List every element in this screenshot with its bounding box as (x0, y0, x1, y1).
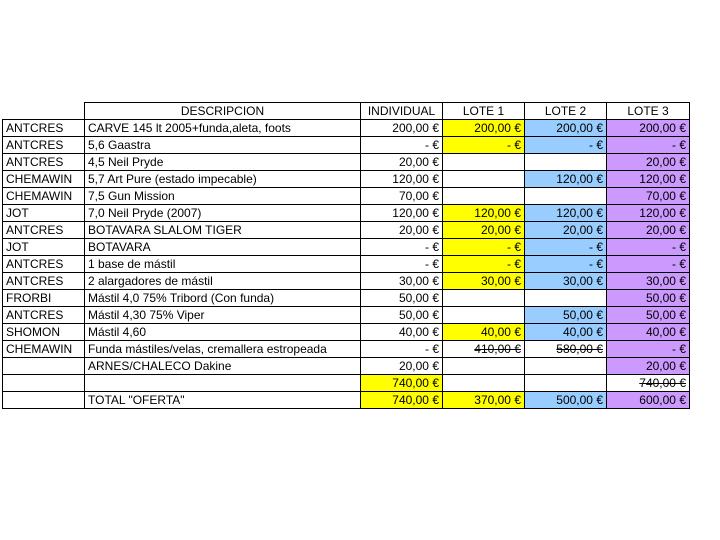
cell-description[interactable]: Funda mástiles/velas, cremallera estropeada (85, 341, 361, 358)
cell-seller[interactable] (3, 375, 85, 392)
cell-lote2[interactable] (525, 290, 607, 307)
header-row (3, 103, 690, 120)
cell-description[interactable]: 5,7 Art Pure (estado impecable) (85, 171, 361, 188)
table-row (3, 171, 690, 188)
cell-lote3[interactable]: 50,00 € (607, 307, 690, 324)
cell-individual[interactable]: - € (361, 137, 443, 154)
table-row (3, 392, 690, 409)
cell-lote1[interactable]: 120,00 € (443, 205, 525, 222)
cell-lote3[interactable]: 120,00 € (607, 205, 690, 222)
header-cell-lote3[interactable]: LOTE 3 (607, 103, 690, 120)
cell-lote1[interactable] (443, 171, 525, 188)
cell-lote3[interactable]: - € (607, 256, 690, 273)
cell-lote2[interactable]: 40,00 € (525, 324, 607, 341)
cell-description[interactable]: 7,0 Neil Pryde (2007) (85, 205, 361, 222)
cell-individual[interactable]: 40,00 € (361, 324, 443, 341)
table-row (3, 358, 690, 375)
cell-description[interactable]: BOTAVARA SLALOM TIGER (85, 222, 361, 239)
cell-lote1[interactable] (443, 154, 525, 171)
table-row (3, 222, 690, 239)
cell-seller[interactable]: CHEMAWIN (3, 341, 85, 358)
cell-description[interactable]: 2 alargadores de mástil (85, 273, 361, 290)
cell-lote2[interactable]: 120,00 € (525, 171, 607, 188)
cell-individual[interactable]: 20,00 € (361, 358, 443, 375)
cell-individual[interactable]: 740,00 € (361, 392, 443, 409)
cell-lote3[interactable]: 20,00 € (607, 154, 690, 171)
cell-individual[interactable]: 50,00 € (361, 307, 443, 324)
table-row (3, 188, 690, 205)
cell-individual[interactable]: 120,00 € (361, 205, 443, 222)
cell-seller[interactable]: CHEMAWIN (3, 188, 85, 205)
cell-seller[interactable]: ANTCRES (3, 154, 85, 171)
table-row (3, 324, 690, 341)
spreadsheet-table (2, 102, 690, 409)
cell-lote2[interactable]: 50,00 € (525, 307, 607, 324)
cell-description[interactable]: 1 base de mástil (85, 256, 361, 273)
table-row (3, 256, 690, 273)
cell-description[interactable]: Mástil 4,0 75% Tribord (Con funda) (85, 290, 361, 307)
cell-lote2[interactable] (525, 358, 607, 375)
cell-description[interactable]: ARNES/CHALECO Dakine (85, 358, 361, 375)
header-cell-individual[interactable]: INDIVIDUAL (361, 103, 443, 120)
header-cell-descripcion[interactable]: DESCRIPCION (85, 103, 361, 120)
cell-lote3[interactable]: - € (607, 239, 690, 256)
cell-lote2[interactable] (525, 154, 607, 171)
cell-lote1[interactable]: 20,00 € (443, 222, 525, 239)
cell-individual[interactable]: - € (361, 341, 443, 358)
cell-lote3[interactable]: 200,00 € (607, 120, 690, 137)
cell-lote2[interactable]: - € (525, 256, 607, 273)
spreadsheet-body (3, 103, 690, 409)
cell-lote3[interactable]: - € (607, 137, 690, 154)
cell-lote3[interactable]: 70,00 € (607, 188, 690, 205)
cell-individual[interactable]: - € (361, 256, 443, 273)
cell-seller[interactable]: ANTCRES (3, 137, 85, 154)
cell-lote2[interactable]: 30,00 € (525, 273, 607, 290)
cell-lote1[interactable] (443, 375, 525, 392)
cell-lote3[interactable]: 20,00 € (607, 222, 690, 239)
cell-individual[interactable]: 70,00 € (361, 188, 443, 205)
cell-individual[interactable]: 50,00 € (361, 290, 443, 307)
cell-lote3[interactable]: 20,00 € (607, 358, 690, 375)
cell-lote1[interactable]: 370,00 € (443, 392, 525, 409)
cell-description[interactable]: 7,5 Gun Mission (85, 188, 361, 205)
table-row (3, 273, 690, 290)
cell-description[interactable]: 4,5 Neil Pryde (85, 154, 361, 171)
cell-seller[interactable]: ANTCRES (3, 120, 85, 137)
cell-lote3[interactable]: 50,00 € (607, 290, 690, 307)
cell-lote1[interactable] (443, 358, 525, 375)
cell-seller[interactable]: FRORBI (3, 290, 85, 307)
cell-lote3[interactable]: 40,00 € (607, 324, 690, 341)
cell-lote2[interactable]: 500,00 € (525, 392, 607, 409)
cell-description[interactable] (85, 375, 361, 392)
table-row (3, 307, 690, 324)
cell-individual[interactable]: 20,00 € (361, 222, 443, 239)
header-cell-seller[interactable] (3, 103, 85, 120)
cell-seller[interactable] (3, 392, 85, 409)
cell-lote3[interactable]: 30,00 € (607, 273, 690, 290)
cell-lote1[interactable]: 30,00 € (443, 273, 525, 290)
table-row (3, 239, 690, 256)
cell-seller[interactable]: SHOMON (3, 324, 85, 341)
table-row (3, 137, 690, 154)
header-cell-lote1[interactable]: LOTE 1 (443, 103, 525, 120)
table-row (3, 120, 690, 137)
cell-seller[interactable] (3, 358, 85, 375)
cell-individual[interactable]: 200,00 € (361, 120, 443, 137)
cell-seller[interactable]: CHEMAWIN (3, 171, 85, 188)
cell-lote1[interactable]: 200,00 € (443, 120, 525, 137)
cell-individual[interactable]: 30,00 € (361, 273, 443, 290)
cell-description[interactable]: 5,6 Gaastra (85, 137, 361, 154)
table-row (3, 341, 690, 358)
cell-description[interactable]: Mástil 4,30 75% Viper (85, 307, 361, 324)
table-row (3, 290, 690, 307)
cell-lote2[interactable]: 20,00 € (525, 222, 607, 239)
table-row (3, 154, 690, 171)
cell-lote2[interactable]: 580,00 € (525, 341, 607, 358)
cell-lote1[interactable] (443, 290, 525, 307)
cell-description[interactable]: CARVE 145 lt 2005+funda,aleta, foots (85, 120, 361, 137)
cell-lote2[interactable]: 200,00 € (525, 120, 607, 137)
cell-individual[interactable]: 740,00 € (361, 375, 443, 392)
cell-lote1[interactable]: 410,00 € (443, 341, 525, 358)
cell-lote2[interactable]: - € (525, 239, 607, 256)
cell-seller[interactable]: ANTCRES (3, 273, 85, 290)
cell-individual[interactable]: 120,00 € (361, 171, 443, 188)
cell-individual[interactable]: - € (361, 239, 443, 256)
cell-lote3[interactable]: 120,00 € (607, 171, 690, 188)
cell-description[interactable]: BOTAVARA (85, 239, 361, 256)
table-row (3, 205, 690, 222)
cell-seller[interactable]: ANTCRES (3, 307, 85, 324)
header-cell-lote2[interactable]: LOTE 2 (525, 103, 607, 120)
cell-lote2[interactable]: - € (525, 137, 607, 154)
cell-seller[interactable]: ANTCRES (3, 222, 85, 239)
cell-lote1[interactable]: 40,00 € (443, 324, 525, 341)
cell-lote3[interactable]: 740,00 € (607, 375, 690, 392)
cell-description[interactable]: Mástil 4,60 (85, 324, 361, 341)
cell-lote3[interactable]: - € (607, 341, 690, 358)
cell-seller[interactable]: ANTCRES (3, 256, 85, 273)
cell-lote2[interactable]: 120,00 € (525, 205, 607, 222)
cell-individual[interactable]: 20,00 € (361, 154, 443, 171)
cell-lote2[interactable] (525, 188, 607, 205)
cell-lote1[interactable]: - € (443, 256, 525, 273)
cell-seller[interactable]: JOT (3, 239, 85, 256)
cell-description[interactable]: TOTAL "OFERTA" (85, 392, 361, 409)
cell-seller[interactable]: JOT (3, 205, 85, 222)
cell-lote1[interactable]: - € (443, 137, 525, 154)
cell-lote1[interactable] (443, 188, 525, 205)
cell-lote2[interactable] (525, 375, 607, 392)
cell-lote3[interactable]: 600,00 € (607, 392, 690, 409)
cell-lote1[interactable] (443, 307, 525, 324)
table-row (3, 375, 690, 392)
cell-lote1[interactable]: - € (443, 239, 525, 256)
